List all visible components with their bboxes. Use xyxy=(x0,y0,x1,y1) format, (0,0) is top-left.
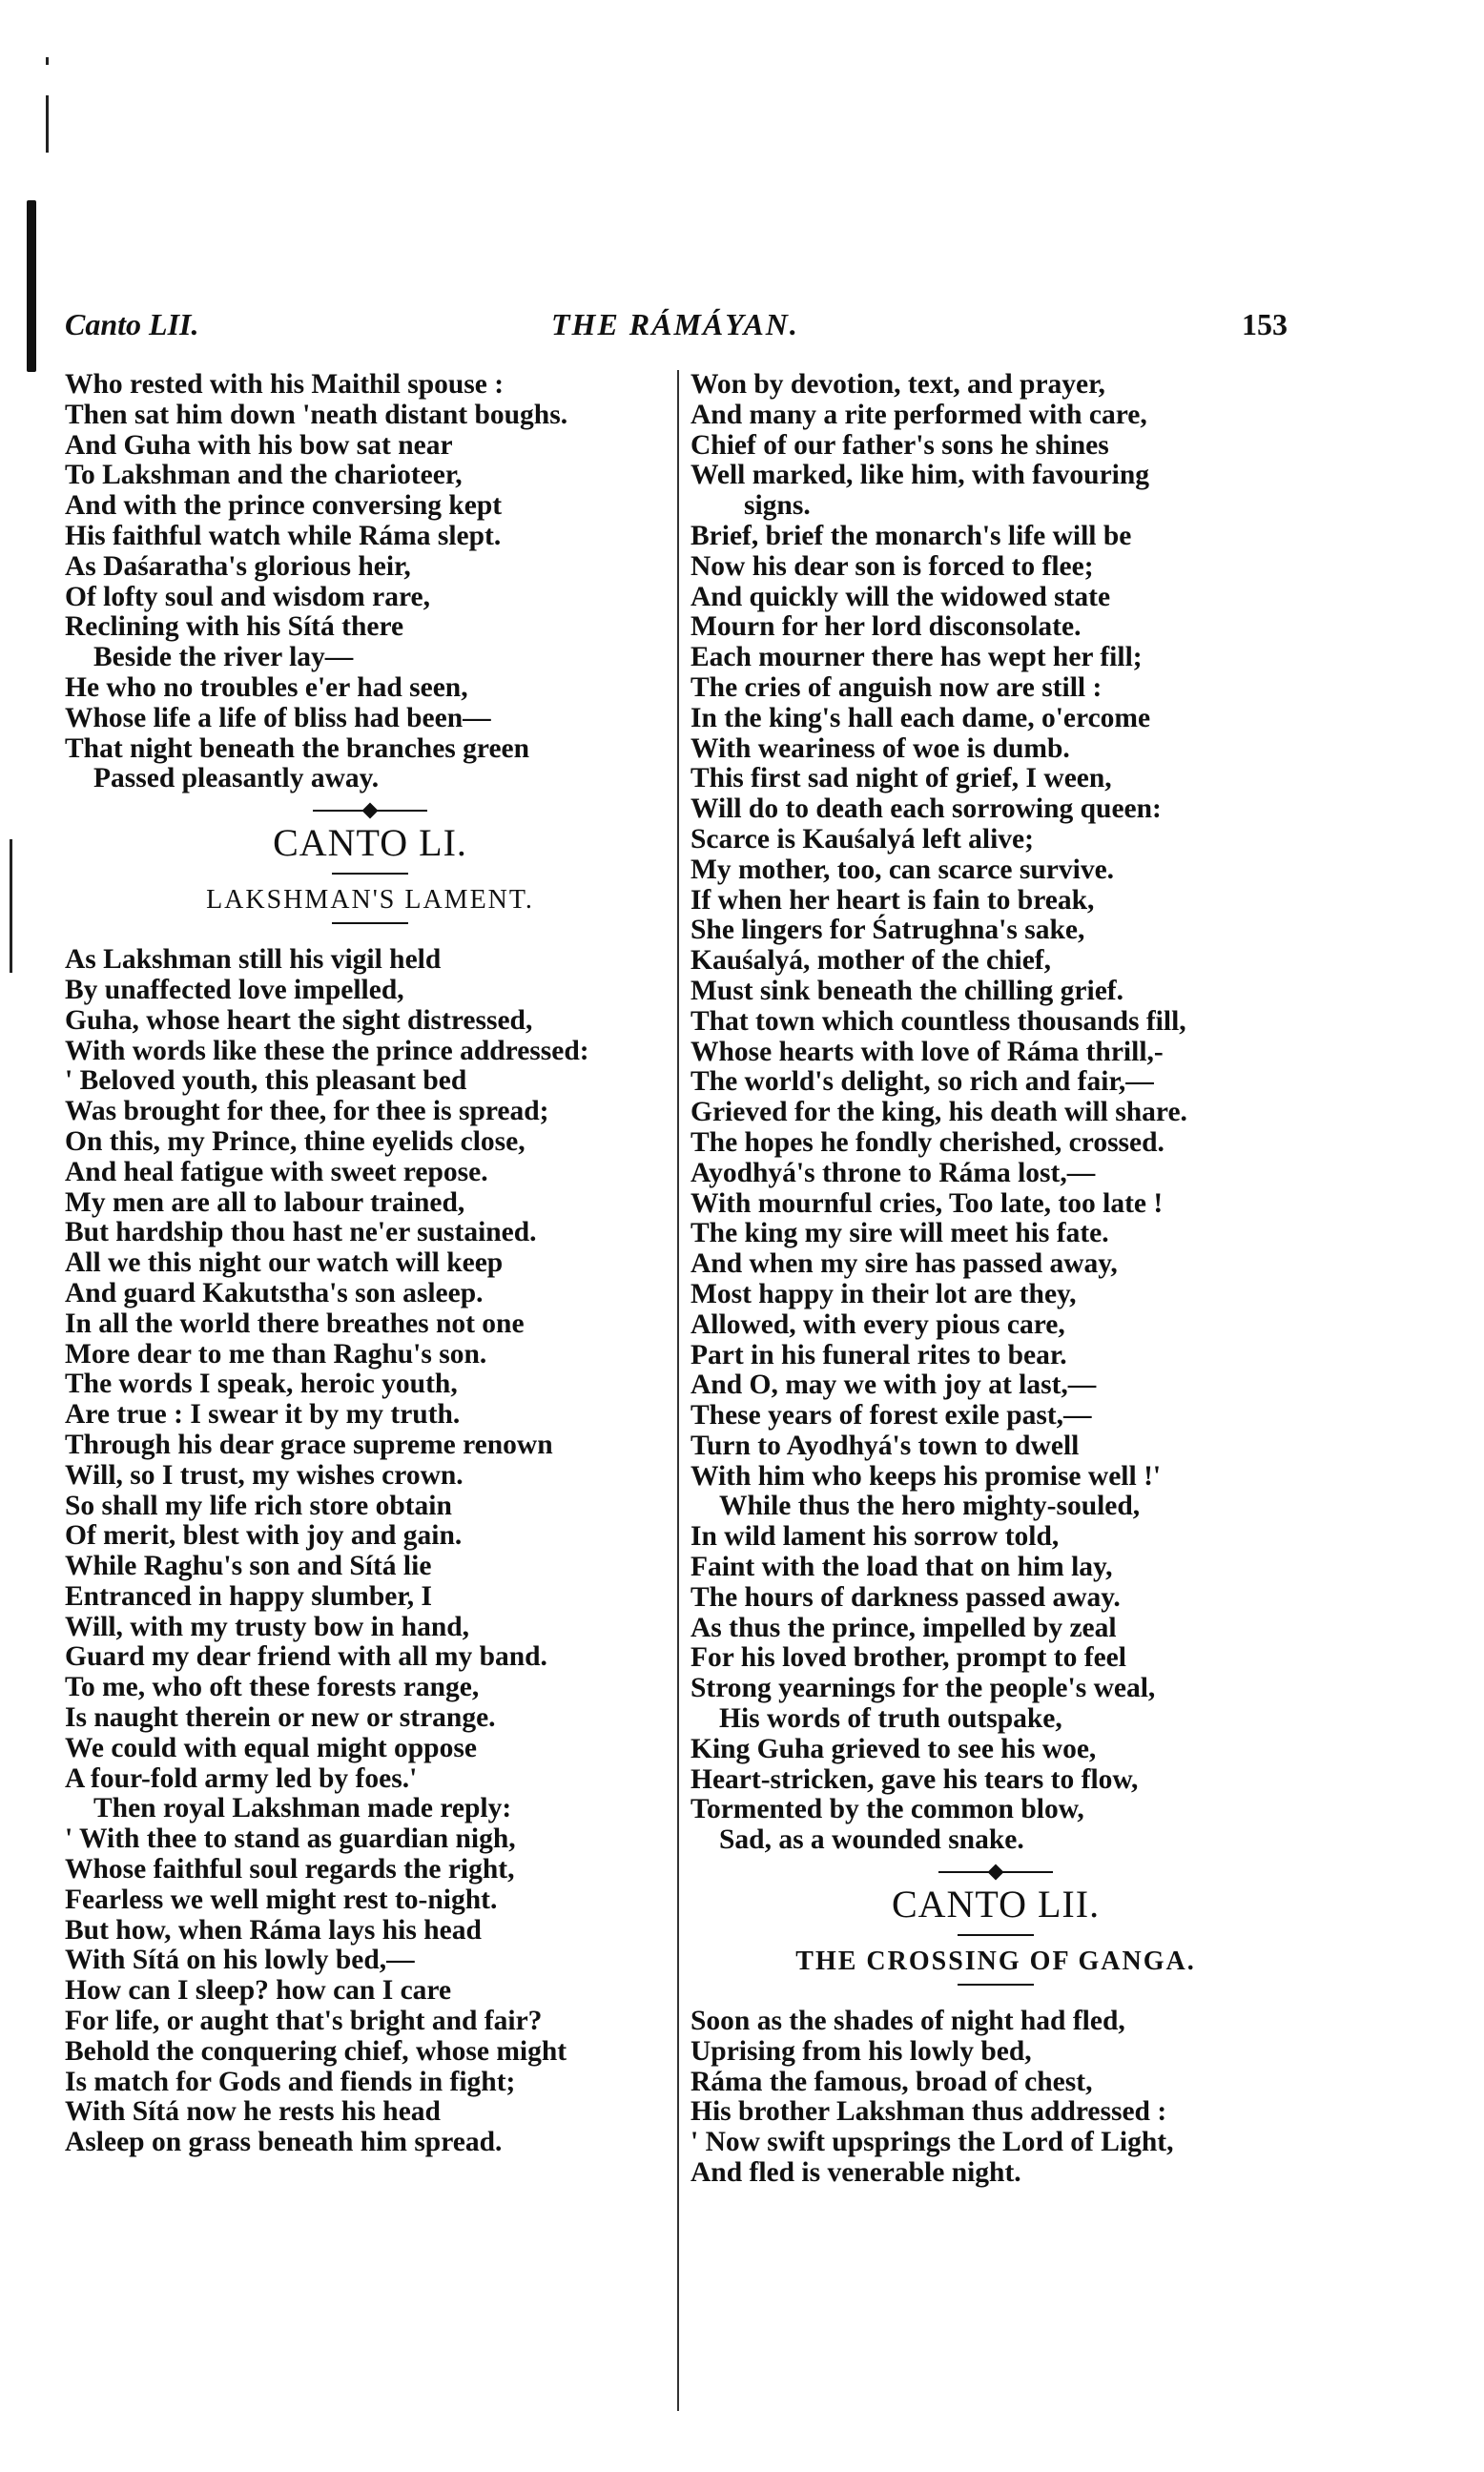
verse-line: The king my sire will meet his fate. xyxy=(690,1218,1109,1249)
stanza xyxy=(65,1794,675,2158)
verse-line: His words of truth outspake, xyxy=(719,1703,1062,1735)
verse-line: Through his dear grace supreme renown xyxy=(65,1429,553,1460)
verse-line: Guha, whose heart the sight distressed, xyxy=(65,1004,533,1036)
verse-line: With Sítá on his lowly bed,— xyxy=(65,1945,415,1976)
verse-line: Behold the conquering chief, whose might xyxy=(65,2035,567,2067)
verse-line: So shall my life rich store obtain xyxy=(65,1490,452,1521)
verse-line: Strong yearnings for the people's weal, xyxy=(690,1673,1156,1704)
verse-line: Fearless we well might rest to-night. xyxy=(65,1884,498,1915)
verse-line: And guard Kakutstha's son asleep. xyxy=(65,1277,484,1308)
short-rule xyxy=(958,1984,1034,1986)
verse-line: While Raghu's son and Sítá lie xyxy=(65,1551,432,1582)
verse-line: The world's delight, so rich and fair,— xyxy=(690,1066,1154,1098)
verse-line: Kauśalyá, mother of the chief, xyxy=(690,945,1051,977)
verse-line: Part in his funeral rites to bear. xyxy=(690,1339,1067,1370)
right-column xyxy=(690,370,1301,2189)
scan-speck xyxy=(46,95,49,153)
verse-line: Whose faithful soul regards the right, xyxy=(65,1854,515,1885)
scan-speck xyxy=(46,57,49,65)
verse-line: If when her heart is fain to break, xyxy=(690,884,1095,916)
verse-line: And fled is venerable night. xyxy=(690,2157,1021,2189)
short-rule xyxy=(332,873,408,875)
verse-line: Now his dear son is forced to flee; xyxy=(690,550,1094,582)
verse-line: Beside the river lay— xyxy=(93,642,354,673)
verse-line: In wild lament his sorrow told, xyxy=(690,1521,1060,1553)
verse-line: All we this night our watch will keep xyxy=(65,1247,504,1279)
verse-line: Whose hearts with love of Ráma thrill,- xyxy=(690,1036,1164,1067)
verse-line: And with the prince conversing kept xyxy=(65,490,503,522)
verse-line: And many a rite performed with care, xyxy=(690,399,1147,430)
verse-line: And Guha with his bow sat near xyxy=(65,429,453,461)
verse-line: And when my sire has passed away, xyxy=(690,1248,1118,1280)
canto-heading xyxy=(65,794,675,945)
verse-line: In the king's hall each dame, o'ercome xyxy=(690,702,1151,733)
verse-line: That town which countless thousands fill, xyxy=(690,1005,1186,1037)
verse-line: My mother, too, can scarce survive. xyxy=(690,854,1115,885)
verse-line: And heal fatigue with sweet repose. xyxy=(65,1156,488,1187)
verse-line: That night beneath the branches green xyxy=(65,732,530,764)
verse-line: Uprising from his lowly bed, xyxy=(690,2035,1032,2067)
verse-line: While thus the hero mighty-souled, xyxy=(719,1491,1141,1522)
verse-line: ' Beloved youth, this pleasant bed xyxy=(65,1065,467,1097)
column-divider xyxy=(677,370,679,2411)
page-number: 153 xyxy=(1242,307,1288,341)
verse-line: Is match for Gods and fiends in fight; xyxy=(65,2066,516,2097)
canto-subtitle: LAKSHMAN'S LAMENT. xyxy=(206,885,534,916)
verse-line: The hours of darkness passed away. xyxy=(690,1581,1121,1613)
verse-line: signs. xyxy=(744,490,811,522)
verse-line: To me, who oft these forests range, xyxy=(65,1672,480,1703)
page-header xyxy=(65,307,1288,355)
verse-line: Ráma the famous, broad of chest, xyxy=(690,2066,1093,2097)
stanza xyxy=(690,2007,1301,2189)
verse-line: Turn to Ayodhyá's town to dwell xyxy=(690,1430,1080,1461)
verse-line: Scarce is Kauśalyá left alive; xyxy=(690,823,1034,855)
stanza xyxy=(690,370,1301,491)
verse-line: ' With thee to stand as guardian nigh, xyxy=(65,1823,516,1855)
left-column xyxy=(65,370,675,2158)
verse-line: On this, my Prince, thine eyelids close, xyxy=(65,1125,526,1157)
verse-line: With words like these the prince addressed: xyxy=(65,1035,589,1066)
verse-line: Who rested with his Maithil spouse : xyxy=(65,369,505,400)
verse-line: King Guha grieved to see his woe, xyxy=(690,1733,1097,1764)
verse-line: Each mourner there has wept her fill; xyxy=(690,642,1143,673)
verse-line: Sad, as a wounded snake. xyxy=(719,1824,1024,1856)
short-rule xyxy=(332,922,408,924)
scan-edge-mark xyxy=(27,200,36,372)
verse-line: For his loved brother, prompt to feel xyxy=(690,1642,1126,1674)
verse-line: Allowed, with every pious care, xyxy=(690,1308,1065,1340)
verse-line: Most happy in their lot are they, xyxy=(690,1278,1077,1309)
verse-line: The hopes he fondly cherished, crossed. xyxy=(690,1126,1165,1158)
verse-line: Of merit, blest with joy and gain. xyxy=(65,1520,463,1552)
verse-line: This first sad night of grief, I ween, xyxy=(690,763,1112,794)
verse-line: The cries of anguish now are still : xyxy=(690,671,1103,703)
verse-line: The words I speak, heroic youth, xyxy=(65,1369,458,1400)
verse-line: Soon as the shades of night had fled, xyxy=(690,2006,1125,2037)
stanza xyxy=(690,1492,1301,1856)
verse-line: My men are all to labour trained, xyxy=(65,1186,465,1218)
verse-line: Faint with the load that on him lay, xyxy=(690,1552,1113,1583)
verse-line: Well marked, like him, with favouring xyxy=(690,460,1150,491)
verse-line: As Daśaratha's glorious heir, xyxy=(65,550,411,582)
ornament-rule xyxy=(938,1865,1053,1879)
verse-line: Won by devotion, text, and prayer, xyxy=(690,369,1105,400)
verse-line: With mournful cries, Too late, too late ! xyxy=(690,1187,1164,1219)
verse-line: His brother Lakshman thus addressed : xyxy=(690,2096,1167,2128)
verse-line: Chief of our father's sons he shines xyxy=(690,429,1109,461)
stanza xyxy=(65,370,675,794)
stanza xyxy=(65,945,675,1794)
verse-line: Tormented by the common blow, xyxy=(690,1794,1084,1825)
short-rule xyxy=(958,1934,1034,1936)
verse-line: With Sítá now he rests his head xyxy=(65,2096,441,2128)
verse-line: To Lakshman and the charioteer, xyxy=(65,460,463,491)
verse-line: She lingers for Śatrughna's sake, xyxy=(690,915,1085,946)
verse-line: As thus the prince, impelled by zeal xyxy=(690,1612,1117,1643)
running-head-canto: Canto LII. xyxy=(65,307,199,341)
verse-line: Then sat him down 'neath distant boughs. xyxy=(65,399,568,430)
verse-line: Grieved for the king, his death will share. xyxy=(690,1097,1187,1128)
verse-line: Of lofty soul and wisdom rare, xyxy=(65,581,430,612)
verse-line: These years of forest exile past,— xyxy=(690,1400,1092,1432)
verse-line: Guard my dear friend with all my band. xyxy=(65,1641,547,1673)
verse-line: Are true : I swear it by my truth. xyxy=(65,1399,461,1431)
verse-line: And O, may we with joy at last,— xyxy=(690,1370,1097,1401)
verse-line: Entranced in happy slumber, I xyxy=(65,1580,432,1612)
verse-line: But hardship thou hast ne'er sustained. xyxy=(65,1217,537,1248)
verse-line: Then royal Lakshman made reply: xyxy=(93,1793,512,1824)
verse-line: Is naught therein or new or strange. xyxy=(65,1702,496,1734)
verse-line: Will do to death each sorrowing queen: xyxy=(690,793,1162,825)
canto-title: CANTO LII. xyxy=(891,1883,1101,1926)
verse-line: Will, so I trust, my wishes crown. xyxy=(65,1459,464,1491)
verse-line: Passed pleasantly away. xyxy=(93,763,380,794)
verse-line: Reclining with his Sítá there xyxy=(65,611,404,643)
verse-line: More dear to me than Raghu's son. xyxy=(65,1338,487,1370)
stanza xyxy=(690,522,1301,1493)
verse-line: In all the world there breathes not one xyxy=(65,1308,525,1339)
verse-line: But how, when Ráma lays his head xyxy=(65,1914,482,1946)
verse-line: Ayodhyá's throne to Ráma lost,— xyxy=(690,1157,1096,1188)
canto-heading xyxy=(690,1856,1301,2007)
verse-line: Brief, brief the monarch's life will be xyxy=(690,520,1132,551)
verse-line: Must sink beneath the chilling grief. xyxy=(690,975,1123,1006)
verse-line: We could with equal might oppose xyxy=(65,1732,477,1763)
verse-line: How can I sleep? how can I care xyxy=(65,1975,452,2007)
canto-subtitle: THE CROSSING OF GANGA. xyxy=(795,1947,1196,1977)
verse-line: ' Now swift upsprings the Lord of Light, xyxy=(690,2127,1174,2158)
verse-line: Whose life a life of bliss had been— xyxy=(65,702,491,733)
verse-line: By unaffected love impelled, xyxy=(65,974,404,1005)
verse-line: Mourn for her lord disconsolate. xyxy=(690,611,1082,643)
verse-line: His faithful watch while Ráma slept. xyxy=(65,520,502,551)
verse-line: And quickly will the widowed state xyxy=(690,581,1111,612)
verse-line: For life, or aught that's bright and fair? xyxy=(65,2006,543,2037)
verse-line: He who no troubles e'er had seen, xyxy=(65,671,468,703)
scan-speck xyxy=(10,839,12,973)
verse-line: Will, with my trusty bow in hand, xyxy=(65,1611,470,1642)
verse-line: A four-fold army led by foes.' xyxy=(65,1762,418,1794)
canto-title: CANTO LI. xyxy=(273,821,467,865)
verse-line: Asleep on grass beneath him spread. xyxy=(65,2127,503,2158)
running-head-title: THE RÁMÁYAN. xyxy=(551,307,799,341)
verse-line: Heart-stricken, gave his tears to flow, xyxy=(690,1763,1139,1795)
verse-line: As Lakshman still his vigil held xyxy=(65,944,442,976)
verse-line: With him who keeps his promise well !' xyxy=(690,1460,1162,1492)
verse-line: Was brought for thee, for thee is spread; xyxy=(65,1096,549,1127)
verse-line: With weariness of woe is dumb. xyxy=(690,732,1070,764)
ornament-rule xyxy=(313,804,427,817)
